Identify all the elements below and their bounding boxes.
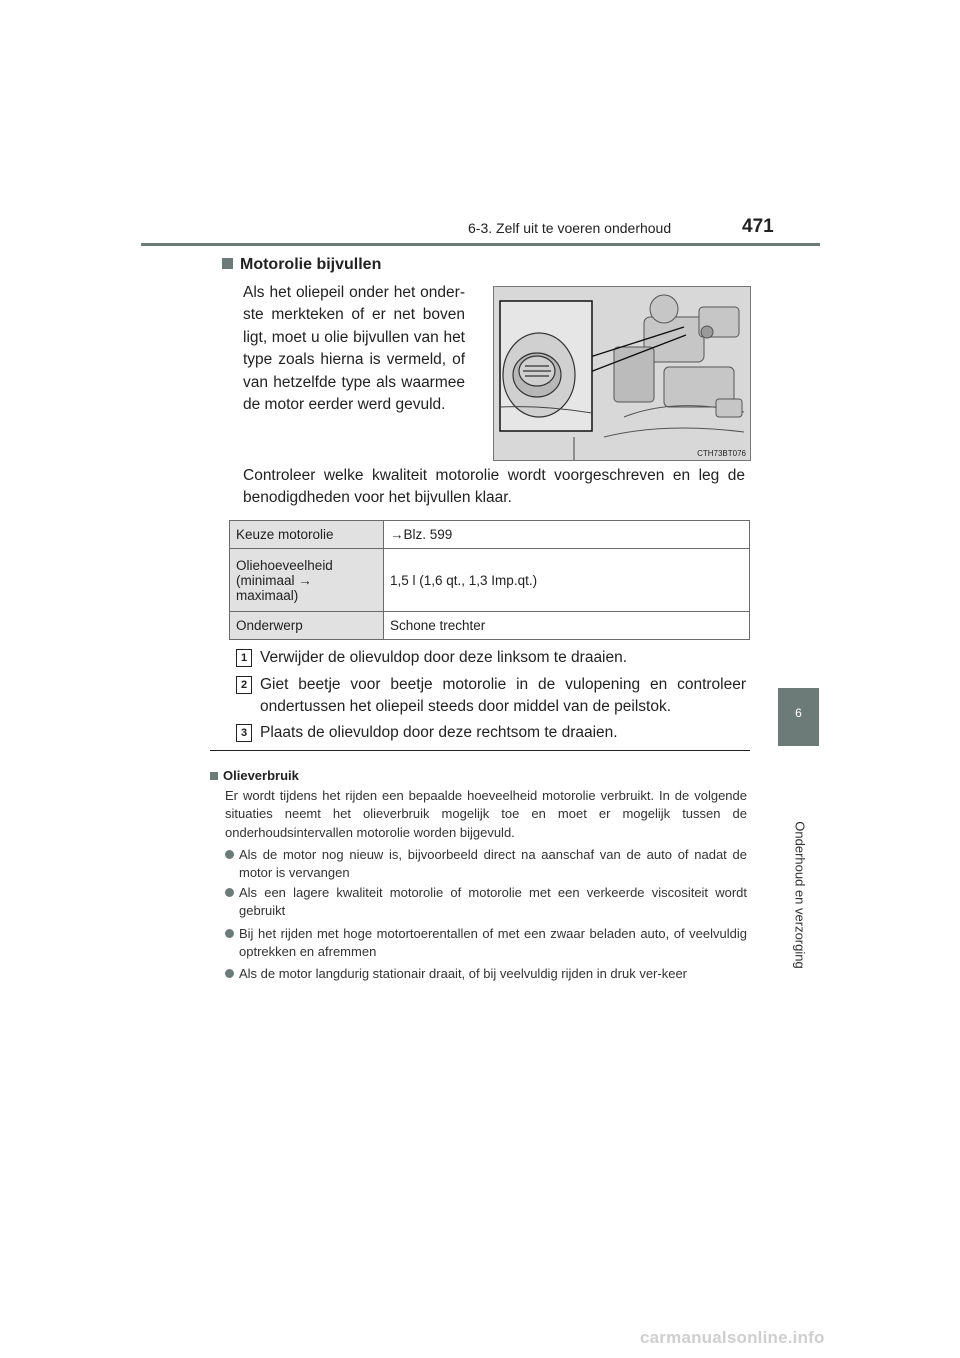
step-number: 2: [236, 676, 252, 694]
section-heading-text: Motorolie bijvullen: [240, 256, 382, 273]
page-number: 471: [742, 216, 774, 237]
list-item-text: Als een lagere kwaliteit motorolie of motorolie met een verkeerde viscositeit wordt gebruikt: [239, 885, 747, 919]
list-item: [225, 884, 747, 921]
square-bullet-icon: [222, 258, 233, 269]
intro-paragraph: Als het oliepeil onder het onder-ste merkteken of er net boven ligt, moet u olie bijvullen van het type zoals hierna is vermeld, of van hetzelfde type als waarmee de motor eerder werd gevuld.: [243, 284, 465, 414]
list-item: [225, 846, 747, 883]
bullet-dot-icon: [225, 969, 234, 978]
section-heading: [222, 256, 381, 274]
bullet-dot-icon: [225, 850, 234, 859]
oil-spec-table: [229, 520, 750, 640]
table-value: Schone trechter: [384, 612, 750, 640]
header-rule: [141, 243, 820, 246]
step-item: [236, 722, 746, 744]
step-text: Giet beetje voor beetje motorolie in de vulopening en controleer ondertussen het oliepeil steeds door middel van de peilstok.: [260, 676, 746, 716]
table-row: [230, 521, 750, 549]
bullet-dot-icon: [225, 888, 234, 897]
figure-code: CTH73BT076: [697, 449, 746, 458]
header-section-title: 6-3. Zelf uit te voeren onderhoud: [468, 220, 672, 236]
list-item-text: Als de motor nog nieuw is, bijvoorbeeld direct na aanschaf van de auto of nadat de motor is vervangen: [239, 847, 747, 881]
list-item-text: Als de motor langdurig stationair draait, of bij veelvuldig rijden in druk ver-keer: [239, 966, 687, 981]
table-row: [230, 612, 750, 640]
chapter-label: Onderhoud en verzorging: [792, 821, 808, 969]
notes-body: Er wordt tijdens het rijden een bepaalde hoeveelheid motorolie verbruikt. In de volgende situaties neemt het olieverbruik mogelijk toe en moet er mogelijk tussen de onderhoudsintervallen motorolie worden bijgevuld.: [225, 788, 747, 840]
list-item: [225, 925, 747, 962]
step-number: 3: [236, 724, 252, 742]
table-key: Oliehoeveelheid (minimaal → maximaal): [230, 549, 384, 612]
table-row: [230, 549, 750, 612]
square-bullet-icon: [210, 772, 218, 780]
chapter-number: 6: [795, 706, 802, 720]
step-item: [236, 674, 746, 719]
watermark: carmanualsonline.info: [640, 1328, 825, 1347]
list-item-text: Bij het rijden met hoge motortoerentallen of met een zwaar beladen auto, of veelvuldig optrekken en afremmen: [239, 926, 747, 960]
notes-heading: [210, 768, 299, 783]
engine-bay-drawing: [494, 287, 750, 460]
step-text: Verwijder de olievuldop door deze linksom te draaien.: [260, 649, 628, 666]
section-divider: [210, 750, 750, 751]
bullet-dot-icon: [225, 929, 234, 938]
oil-filler-cap-illustration: [493, 286, 751, 461]
notes-heading-text: Olieverbruik: [223, 768, 299, 783]
chapter-tab: [778, 688, 819, 746]
table-key: Keuze motorolie: [230, 521, 384, 549]
step-text: Plaats de olievuldop door deze rechtsom te draaien.: [260, 724, 618, 741]
table-value: 1,5 l (1,6 qt., 1,3 Imp.qt.): [384, 549, 750, 612]
paragraph-preparation: Controleer welke kwaliteit motorolie wordt voorgeschreven en leg de benodigdheden voor het bijvullen klaar.: [243, 467, 745, 507]
step-item: [236, 647, 746, 669]
list-item: [225, 965, 747, 983]
table-value: →Blz. 599: [384, 521, 750, 549]
step-number: 1: [236, 649, 252, 667]
table-key: Onderwerp: [230, 612, 384, 640]
